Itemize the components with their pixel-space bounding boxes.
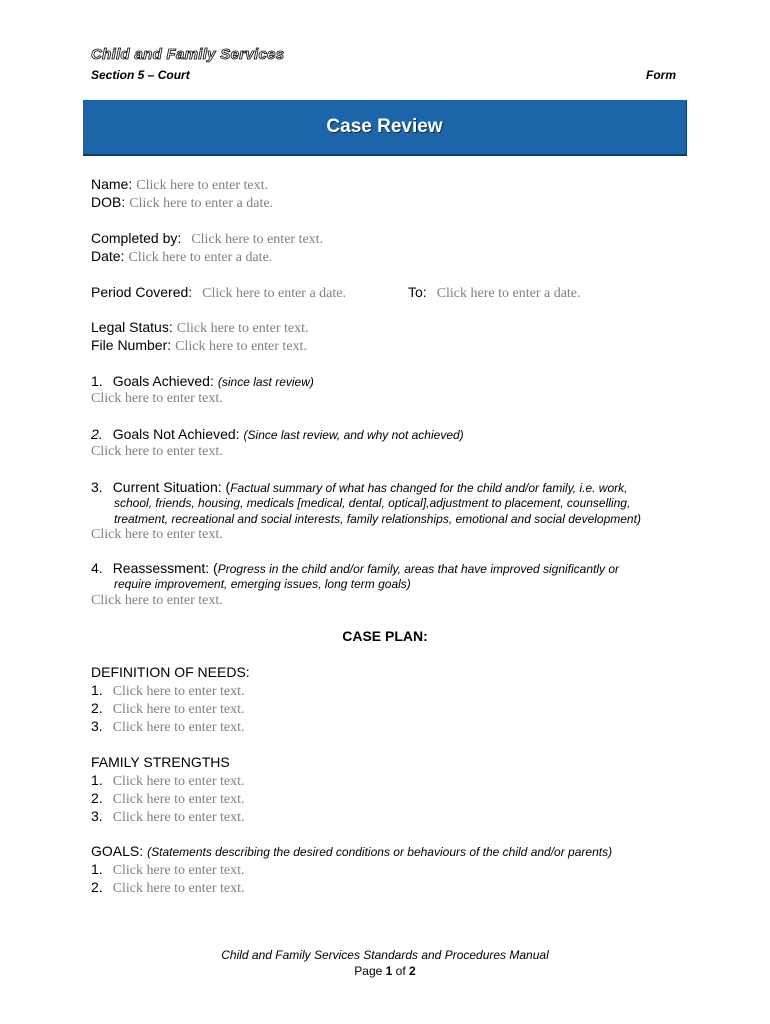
section-note: require improvement, emerging issues, long term goals) <box>114 577 411 591</box>
needs-field[interactable]: Click here to enter text. <box>112 702 245 717</box>
goals-note: (Statements describing the desired conditions or behaviours of the child and/or parents) <box>147 845 613 859</box>
list-number: 3. <box>91 718 103 734</box>
footer-manual-title: Child and Family Services Standards and Procedures Manual <box>221 948 549 962</box>
name-label: Name: <box>91 176 133 192</box>
section-title: Goals Achieved: <box>112 373 214 389</box>
section-label: Section 5 – Court <box>91 68 190 82</box>
period-covered-row <box>91 284 346 302</box>
period-from-field[interactable]: Click here to enter a date. <box>202 286 346 301</box>
goals-heading-row <box>91 843 612 861</box>
list-number: 2. <box>91 879 103 895</box>
section-number: 2. <box>91 426 103 442</box>
legal-status-label: Legal Status: <box>91 319 173 335</box>
list-number: 2. <box>91 700 103 716</box>
strengths-item <box>91 772 244 790</box>
section-number: 3. <box>91 479 103 495</box>
strengths-field[interactable]: Click here to enter text. <box>112 792 245 807</box>
goals-not-achieved-heading <box>91 426 464 444</box>
date-field[interactable]: Click here to enter a date. <box>128 250 273 265</box>
goals-item <box>91 879 244 897</box>
needs-field[interactable]: Click here to enter text. <box>112 684 245 699</box>
needs-item <box>91 718 244 736</box>
total-pages: 2 <box>409 964 416 978</box>
section-note: Progress in the child and/or family, areas that have improved significantly or <box>217 562 620 576</box>
section-note: school, friends, housing, medicals [medical, dental, optical],adjustment to placement, counselling, <box>114 496 631 510</box>
name-row <box>91 176 268 194</box>
goals-item <box>91 861 244 879</box>
strengths-item <box>91 790 244 808</box>
page-title: Case Review <box>326 116 443 137</box>
list-number: 2. <box>91 790 103 806</box>
date-row <box>91 248 272 266</box>
section-title: Goals Not Achieved: <box>112 426 240 442</box>
current-situation-heading <box>91 479 627 497</box>
date-label: Date: <box>91 248 125 264</box>
organization-title: Child and Family Services <box>91 46 285 63</box>
section-title: Current Situation: ( <box>112 479 231 495</box>
reassessment-field[interactable]: Click here to enter text. <box>91 593 223 608</box>
needs-heading: DEFINITION OF NEEDS: <box>91 664 250 680</box>
section-note: (Since last review, and why not achieved) <box>243 428 464 442</box>
period-covered-label: Period Covered: <box>91 284 193 300</box>
goals-achieved-heading <box>91 373 314 391</box>
current-situation-field[interactable]: Click here to enter text. <box>91 527 223 542</box>
needs-field[interactable]: Click here to enter text. <box>112 720 245 735</box>
needs-item <box>91 682 244 700</box>
goals-heading: GOALS: <box>91 843 144 859</box>
period-to-field[interactable]: Click here to enter a date. <box>436 286 581 301</box>
section-title: Reassessment: ( <box>112 560 218 576</box>
legal-status-field[interactable]: Click here to enter text. <box>176 321 309 336</box>
dob-field[interactable]: Click here to enter a date. <box>129 196 274 211</box>
strengths-item <box>91 808 244 826</box>
section-number: 1. <box>91 373 103 389</box>
case-plan-heading: CASE PLAN: <box>342 628 428 644</box>
footer-page-number <box>0 964 770 978</box>
dob-row <box>91 194 273 212</box>
section-note: (since last review) <box>217 375 314 389</box>
file-number-field[interactable]: Click here to enter text. <box>175 339 307 354</box>
strengths-field[interactable]: Click here to enter text. <box>112 810 245 825</box>
list-number: 1. <box>91 682 103 698</box>
list-number: 1. <box>91 861 103 877</box>
section-note: Factual summary of what has changed for the child and/or family, i.e. work, <box>230 481 628 495</box>
completed-by-field[interactable]: Click here to enter text. <box>191 232 324 247</box>
completed-by-row <box>91 230 323 248</box>
name-field[interactable]: Click here to enter text. <box>136 178 269 193</box>
needs-item <box>91 700 244 718</box>
strengths-field[interactable]: Click here to enter text. <box>112 774 245 789</box>
section-number: 4. <box>91 560 103 576</box>
legal-status-row <box>91 319 309 337</box>
current-page: 1 <box>385 964 393 978</box>
list-number: 1. <box>91 772 103 788</box>
title-banner <box>83 100 687 156</box>
goals-field[interactable]: Click here to enter text. <box>112 863 245 878</box>
strengths-heading: FAMILY STRENGTHS <box>91 754 230 770</box>
page-of: of <box>392 964 410 978</box>
reassessment-heading <box>91 560 619 578</box>
section-note: treatment, recreational and social interests, family relationships, emotional and social development) <box>114 512 641 526</box>
form-label: Form <box>646 68 676 82</box>
goals-not-achieved-field[interactable]: Click here to enter text. <box>91 444 223 459</box>
goals-achieved-field[interactable]: Click here to enter text. <box>91 391 223 406</box>
file-number-label: File Number: <box>91 337 172 353</box>
dob-label: DOB: <box>91 194 126 210</box>
goals-field[interactable]: Click here to enter text. <box>112 881 245 896</box>
page-prefix: Page <box>354 964 386 978</box>
completed-by-label: Completed by: <box>91 230 182 246</box>
file-number-row <box>91 337 307 355</box>
period-to-row <box>408 284 581 302</box>
to-label: To: <box>408 284 427 300</box>
list-number: 3. <box>91 808 103 824</box>
